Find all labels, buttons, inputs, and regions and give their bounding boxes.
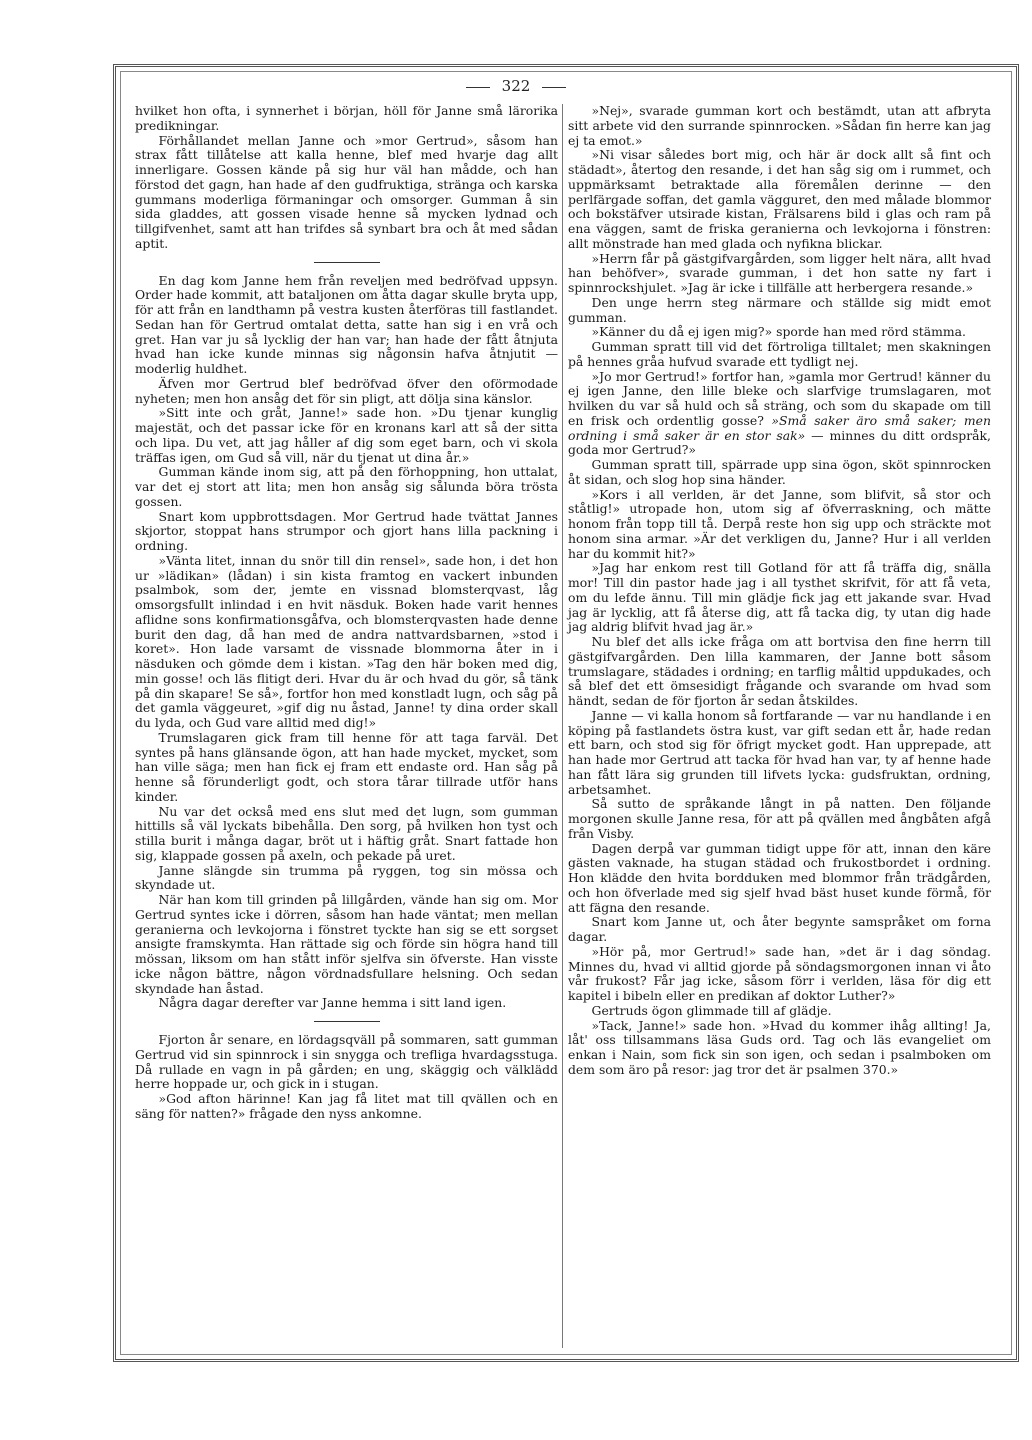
paragraph: Nu var det också med ens slut med det lugn, som gumman hittills så väl lyckats bibehålla. Den sorg, på hvilken hon tyst och stilla burit i många dagar, bröt ut i häftig gråt. Snart fattade hon sig, klappade gossen på axeln, och pekade på uret. (135, 803, 558, 863)
paragraph: »Herrn får på gästgifvargården, som ligger helt nära, allt hvad han behöfver», svarade gumman, i det hon satte ny fart i spinnrockshjulet. »Jag är icke i tillfälle att herbergera resande.» (568, 250, 991, 295)
paragraph: »Hör på, mor Gertrud!» sade han, »det är i dag söndag. Minnes du, hvad vi alltid gjorde på söndagsmorgonen innan vi åto vår frukost? Får jag icke, såsom förr i verlden, läsa för dig ett kapitel i bibeln eller en predikan af doktor Luther?» (568, 943, 991, 1003)
paragraph: Trumslagaren gick fram till henne för att taga farväl. Det syntes på hans glänsande ögon, att han hade mycket, mycket, som han ville säga; men han fick ej fram ett endaste ord. Han såg på henne så förunderligt godt, och stora tårar tillrade utför hans kinder. (135, 729, 558, 804)
section-divider (314, 262, 380, 263)
paragraph: Gumman spratt till vid det förtroliga tilltalet; men skakningen på hennes gråa hufvud svarade ett tydligt nej. (568, 339, 991, 369)
paragraph: Den unge herrn steg närmare och ställde sig midt emot gumman. (568, 294, 991, 325)
paragraph: En dag kom Janne hem från reveljen med bedröfvad uppsyn. Order hade kommit, att bataljonen om åtta dagar skulle bryta upp, för att från en landthamn på vestra kusten återföras till fastlandet. Sedan han för Gertrud omtalat detta, satte han sig i en vrå och gret. Han var ju så lycklig der han var; han hade der fått åtnjuta hvad han icke kunde minnas sig någonsin hafva åtnjutit — moderlig huldhet. (135, 272, 558, 376)
right-column (568, 104, 991, 1078)
header-dash-right (542, 87, 566, 88)
header-dash-left (466, 87, 490, 88)
paragraph: »Ni visar således bort mig, och här är dock allt så fint och städadt», återtog den resande, i det han såg sig om i rummet, och uppmärksamt betraktade alla föremålen derinne — den perlfärgade soffan, det gamla vägguret, den med målade blommor och bokstäfver utsirade kistan, Frälsarens bild i glas och ram på ena väggen, samt de friska geranierna och levkojorna i fönstren: allt mönstrade han med glada och nyfikna blickar. (568, 147, 991, 251)
page-number-header (0, 77, 1032, 95)
quote-text: — minnes du ditt ordspråk, goda mor Gertrud?» (568, 427, 991, 458)
paragraph: Dagen derpå var gumman tidigt uppe för att, innan den käre gästen vaknade, ha stugan städad och frukostbordet i ordning. Hon klädde den hvita bordduken med blommor från trädgården, och hon öfverlade med sig sjelf hvad bäst huset kunde förmå, för att fägna den resande. (568, 840, 991, 915)
paragraph: Snart kom Janne ut, och åter begynte samspråket om forna dagar. (568, 914, 991, 944)
paragraph: När han kom till grinden på lillgården, vände han sig om. Mor Gertrud syntes icke i dörren, såsom han hade väntat; men mellan geranierna och levkojorna i fönstret tyckte han sig se ett sorgset ansigte framskymta. Han rättade sig och förde sin högra hand till mössan, liksom om han stått inför sjelfva sin öfverste. Han visste icke någon bättre, någon vördnadsfullare helsning. Och sedan skyndade han åstad. (135, 892, 558, 996)
paragraph: Nu blef det alls icke fråga om att bortvisa den fine herrn till gästgifvargården. Den lilla kammaren, der Janne bott såsom trumslagare, städades i ordning; en tarflig måltid uppdukades, och så blef det ett ömsesidigt frågande och svarande om hvad som händt, sedan de för fjorton år sedan åtskildes. (568, 634, 991, 708)
page-number: 322 (501, 77, 531, 95)
paragraph: »Jag har enkom rest till Gotland för att få träffa dig, snälla mor! Till din pastor hade jag i all tysthet skrifvit, för att få veta, om du lefde ännu. Till min glädje fick jag ett jakande svar. Hvad jag är lycklig, att få återse dig, att få tacka dig, ty utan dig hade jag aldrig blifvit hvad jag är.» (568, 560, 991, 635)
section-divider (314, 1021, 380, 1022)
paragraph: hvilket hon ofta, i synnerhet i början, höll för Janne små lärorika predikningar. (135, 103, 558, 133)
paragraph: »Nej», svarade gumman kort och bestämdt, utan att afbryta sitt arbete vid den surrande spinnrocken. »Sådan fin herre kan jag ej ta emot.» (568, 103, 991, 148)
paragraph: Gertruds ögon glimmade till af glädje. (591, 1002, 832, 1018)
paragraph: »God afton härinne! Kan jag få litet mat till qvällen och en säng för natten?» frågade den nyss ankomne. (135, 1091, 558, 1121)
paragraph: Så sutto de språkande långt in på natten. Den följande morgonen skulle Janne resa, för att på qvällen med ångbåten afgå från Visby. (568, 796, 991, 841)
paragraph: Fjorton år senare, en lördagsqväll på sommaren, satt gumman Gertrud vid sin spinnrock i sin snygga och trefliga hvardagsstuga. Då rullade en vagn in på gården; en ung, skäggig och välklädd herre hoppade ur, och gick in i stugan. (135, 1032, 558, 1092)
paragraph: »Känner du då ej igen mig?» sporde han med rörd stämma. (591, 324, 966, 340)
paragraph: »Kors i all verlden, är det Janne, som blifvit, så stor och ståtlig!» utropade hon, utom sig af öfverraskning, och mätte honom från topp till tå. Derpå reste hon sig upp och sträckte mot honom sina armar. »Är det verkligen du, Janne? Hur i all verlden har du kommit hit?» (568, 486, 991, 561)
paragraph: Gumman spratt till, spärrade upp sina ögon, sköt spinnrocken åt sidan, och slog hop sina händer. (568, 457, 991, 487)
paragraph: Förhållandet mellan Janne och »mor Gertrud», såsom han strax fått tillåtelse att kalla henne, blef med hvarje dag allt innerligare. Gossen kände på sig hur väl han mådde, och han förstod det gagn, han hade af den gudfruktiga, stränga och karska gummans moderliga förmaningar och omsorger. Gumman å sin sida gladdes, att gossen visade henne så mycken lydnad och tillgifvenhet, samt att han trifdes så synbart bra och åt med sådan aptit. (135, 132, 558, 251)
paragraph: Janne — vi kalla honom så fortfarande — var nu handlande i en köping på fastlandets östra kust, var gift sedan ett år, hade redan ett barn, och stod sig för öfrigt mycket godt. Han upprepade, att han hade mor Gertrud att tacka för hvad han var, ty af henne hade han fått lära sig grunden till lifvets lycka: gudsfruktan, ordning, arbetsamhet. (568, 707, 991, 797)
paragraph: Gumman kände inom sig, att på den förhoppning, hon uttalat, var det ej stort att lita; men hon ansåg sig sålunda böra trösta gossen. (135, 464, 558, 509)
paragraph: »Vänta litet, innan du snör till din rensel», sade hon, i det hon ur »lädikan» (lådan) i sin kista framtog en vackert inbunden psalmbok, som der, jemte en vissnad blomsterqvast, låg omsorgsfullt inlindad i en hvit näsduk. Boken hade varit hennes aflidne sons konfirmationsgåfva, och blomsterqvasten hade denne burit den dag, då han med de andra nattvardsbarnen, »stod i koret». Hon lade varsamt de vissnade blommorna åter in i näsduken och gömde dem i kistan. »Tag den här boken med dig, min gosse! och läs flitigt deri. Hvar du är och hvad du gör, så tänk på din skapare! Se så», fortfor hon med konstladt lugn, och såg på det gamla väggeuret, »gif dig nu åstad, Janne! ty dina order skall du lyda, och Gud vare alltid med dig!» (135, 552, 558, 730)
quote-text: »Jo mor Gertrud!» fortfor han, »gamla mor Gertrud! känner du ej igen Janne, den lille bleke och slarfvige trumslagaren, mot hvilken du var så huld och så sträng, och som du skapade om till en frisk och ordentlig gosse? (568, 368, 991, 428)
paragraph: Janne slängde sin trumma på ryggen, tog sin mössa och skyndade ut. (135, 862, 558, 893)
italic-proverb: »Små saker äro små saker; men ordning i små saker är en stor sak» (568, 412, 991, 443)
paragraph: »Sitt inte och gråt, Janne!» sade hon. »Du tjenar kunglig majestät, och det passar icke för en kronans karl att så der sitta och lipa. Du vet, att jag håller af dig som eget barn, och vi skola träffas igen, om Gud så vill, när du tjenat ut dina år.» (135, 405, 558, 465)
left-column (135, 104, 558, 1122)
paragraph (568, 370, 991, 459)
column-divider (562, 104, 563, 1348)
paragraph: »Tack, Janne!» sade hon. »Hvad du kommer ihåg allting! Ja, låt' oss tillsammans läsa Guds ord. Tag och läs evangeliet om enkan i Nain, som fick sin son igen, och sedan i psalmboken om dem som äro på resor: jag tror det är psalmen 370.» (568, 1017, 991, 1077)
paragraph: Några dagar derefter var Janne hemma i sitt land igen. (158, 995, 507, 1011)
paragraph: Snart kom uppbrottsdagen. Mor Gertrud hade tvättat Jannes skjortor, stoppat hans strumpor och gjort hans lilla packning i ordning. (135, 508, 558, 553)
paragraph: Äfven mor Gertrud blef bedröfvad öfver den oförmodade nyheten; men hon ansåg det för sin pligt, att dölja sina känslor. (135, 375, 558, 406)
